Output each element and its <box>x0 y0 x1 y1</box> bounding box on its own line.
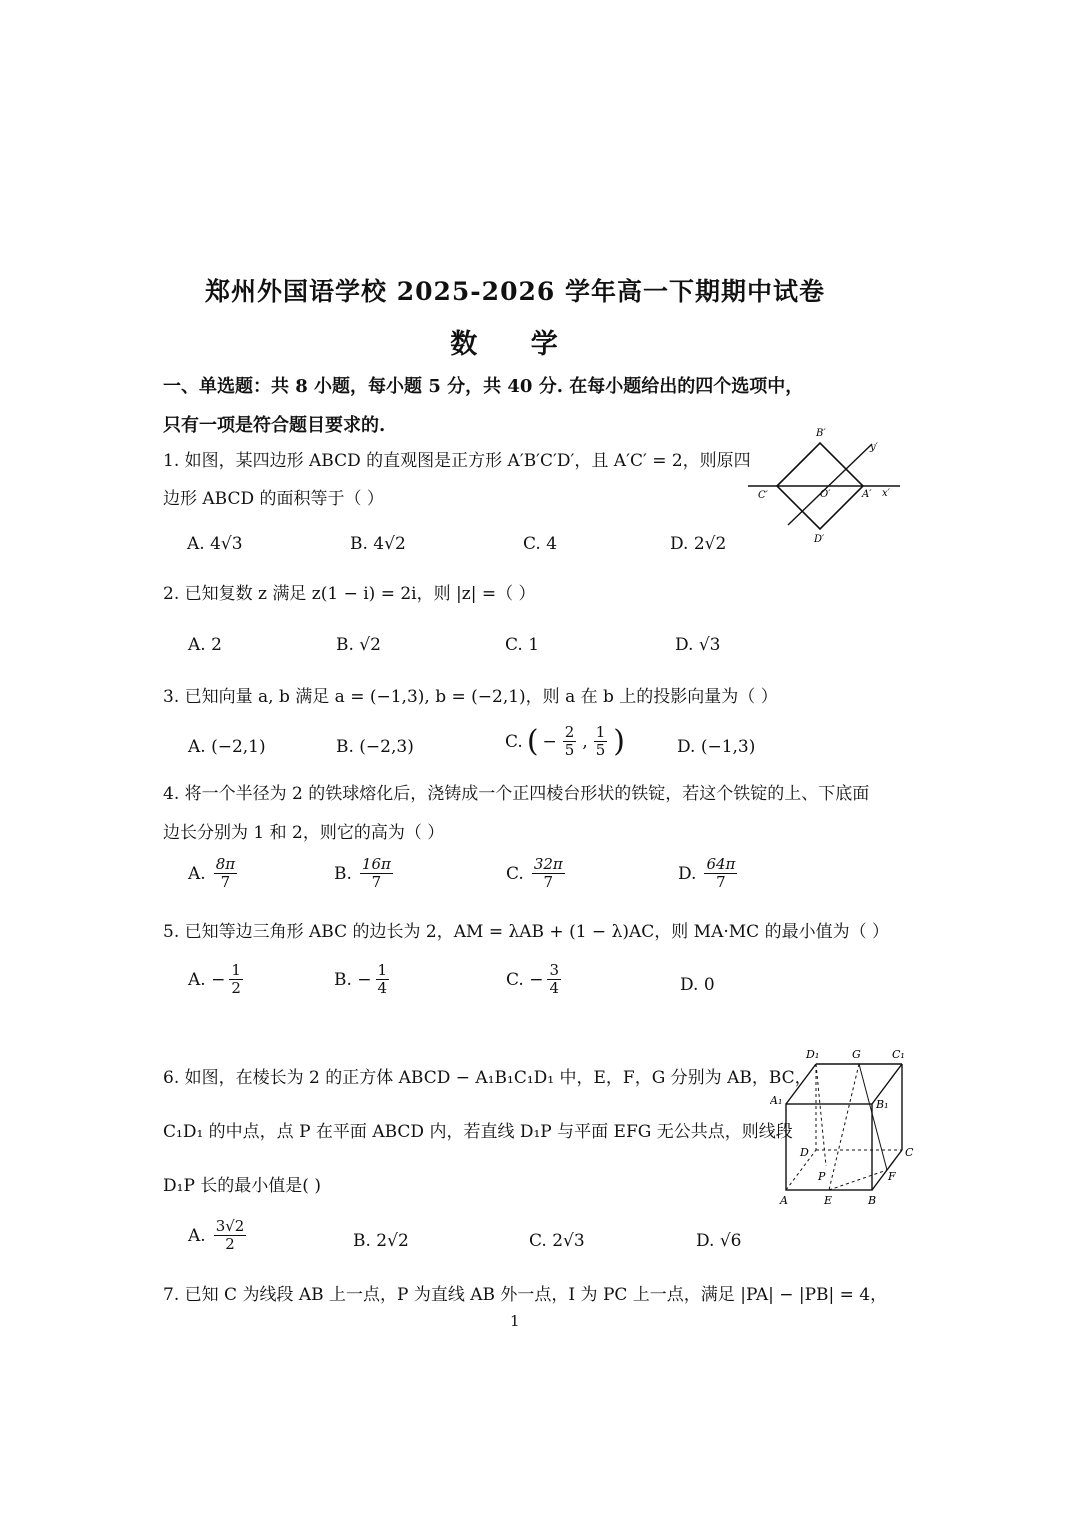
q5-option-c-letter: C. − <box>506 969 544 990</box>
q4-option-c-letter: C. <box>506 863 524 884</box>
fraction <box>214 1218 247 1253</box>
label-a-prime: A′ <box>862 489 872 500</box>
label-d1: D₁ <box>806 1048 820 1061</box>
comma: , <box>582 731 588 752</box>
denominator: 2 <box>225 1235 235 1253</box>
denominator: 5 <box>564 741 575 759</box>
numerator: 1 <box>231 961 241 979</box>
denominator: 7 <box>371 873 382 891</box>
label-x-prime: x′ <box>882 488 890 499</box>
q3-option-d: D. (−1,3) <box>677 737 756 757</box>
fraction <box>376 962 390 997</box>
numerator: 16π <box>361 855 391 873</box>
q1-figure-oblique-square <box>740 420 910 550</box>
section-heading-cont: 只有一项是符合题目要求的. <box>163 415 386 436</box>
label-p: P <box>818 1170 826 1183</box>
line-g-f <box>859 1064 887 1170</box>
q3-option-c <box>505 724 625 759</box>
q1-option-d: D. 2√2 <box>670 534 727 554</box>
question-7-line1: 7. 已知 C 为线段 AB 上一点，P 为直线 AB 外一点，I 为 PC 上一点，满足 |PA| − |PB| = 4， <box>163 1285 888 1305</box>
q6-option-b: B. 2√2 <box>353 1231 409 1251</box>
question-4-line2: 边长分别为 1 和 2，则它的高为（ ） <box>163 823 445 843</box>
fraction <box>704 856 737 891</box>
label-y-prime: y′ <box>870 442 878 453</box>
label-a: A <box>780 1194 788 1207</box>
q5-option-b-letter: B. − <box>334 969 372 990</box>
page-number: 1 <box>510 1312 520 1330</box>
label-c1: C₁ <box>892 1048 905 1061</box>
left-paren: ( <box>526 724 539 759</box>
q5-option-a-letter: A. − <box>188 969 226 990</box>
label-g: G <box>852 1048 861 1061</box>
q6-option-c: C. 2√3 <box>529 1231 585 1251</box>
q5-option-b <box>334 962 391 997</box>
label-b-prime: B′ <box>816 428 826 439</box>
label-d: D <box>800 1146 809 1159</box>
question-2: 2. 已知复数 z 满足 z(1 − i) = 2i，则 |z| =（ ） <box>163 584 536 604</box>
label-e: E <box>824 1194 833 1207</box>
denominator: 7 <box>543 873 554 891</box>
q3-option-c-letter: C. <box>505 731 523 752</box>
question-5: 5. 已知等边三角形 ABC 的边长为 2，AM = λAB + (1 − λ)AC，则 MA·MC 的最小值为（ ） <box>163 922 889 942</box>
minus-sign: − <box>542 731 557 752</box>
q5-option-c <box>506 962 563 997</box>
fraction <box>214 856 237 891</box>
fraction <box>547 962 561 997</box>
exam-title: 郑州外国语学校 2025-2026 学年高一下期期中试卷 <box>205 277 825 306</box>
fraction <box>360 856 393 891</box>
q4-option-a <box>188 856 239 891</box>
q3-option-a: A. (−2,1) <box>188 737 266 757</box>
fraction <box>229 962 243 997</box>
fraction <box>532 856 565 891</box>
q4-option-c <box>506 856 567 891</box>
line-e-f <box>829 1170 887 1190</box>
numerator: 1 <box>377 961 388 979</box>
label-f: F <box>888 1170 896 1183</box>
question-6-line1: 6. 如图，在棱长为 2 的正方体 ABCD − A₁B₁C₁D₁ 中，E，F，G 分别为 AB，BC， <box>163 1068 812 1088</box>
numerator: 3√2 <box>215 1217 245 1235</box>
label-b: B <box>868 1194 877 1207</box>
q5-option-a <box>188 962 245 997</box>
fraction <box>594 724 608 759</box>
label-c-prime: C′ <box>758 490 768 501</box>
numerator: 1 <box>595 723 606 741</box>
question-1-line2: 边形 ABCD 的面积等于（ ） <box>163 489 384 509</box>
q6-figure-cube <box>770 1044 920 1214</box>
fraction <box>563 724 577 759</box>
numerator: 32π <box>533 855 563 873</box>
section-heading: 一、单选题：共 8 小题，每小题 5 分，共 40 分. 在每小题给出的四个选项中， <box>163 376 804 397</box>
q6-option-a <box>188 1218 248 1253</box>
cube-front-face <box>786 1104 872 1190</box>
question-1-line1: 1. 如图，某四边形 ABCD 的直观图是正方形 A′B′C′D′，且 A′C′ = 2，则原四 <box>163 451 751 471</box>
y-axis-line <box>788 444 872 525</box>
line-g-e <box>829 1064 859 1190</box>
q6-option-a-letter: A. <box>188 1225 206 1246</box>
q3-option-b: B. (−2,3) <box>336 737 414 757</box>
cube-edge <box>786 1064 816 1104</box>
q2-option-d: D. √3 <box>675 635 721 655</box>
numerator: 2 <box>564 723 575 741</box>
label-a1: A₁ <box>770 1094 783 1107</box>
question-6-line2: C₁D₁ 的中点，点 P 在平面 ABCD 内，若直线 D₁P 与平面 EFG 无公共点，则线段 <box>163 1122 793 1142</box>
q4-option-b-letter: B. <box>334 863 352 884</box>
q4-option-a-letter: A. <box>188 863 206 884</box>
label-b1: B₁ <box>876 1098 889 1111</box>
q6-option-d: D. √6 <box>696 1231 742 1251</box>
label-c: C <box>905 1146 914 1159</box>
question-6-line3: D₁P 长的最小值是( ) <box>163 1176 321 1196</box>
q4-option-d <box>678 856 739 891</box>
label-o-prime: O′ <box>820 489 831 500</box>
question-4-line1: 4. 将一个半径为 2 的铁球熔化后，浇铸成一个正四棱台形状的铁锭，若这个铁锭的上、下底面 <box>163 784 870 804</box>
denominator: 4 <box>549 979 559 997</box>
right-paren: ) <box>613 724 625 759</box>
q4-option-b <box>334 856 395 891</box>
q1-option-a: A. 4√3 <box>187 534 243 554</box>
numerator: 3 <box>549 961 559 979</box>
numerator: 8π <box>215 855 236 873</box>
question-3: 3. 已知向量 a, b 满足 a = (−1,3), b = (−2,1)，则 a 在 b 上的投影向量为（ ） <box>163 687 778 707</box>
denominator: 5 <box>595 741 606 759</box>
subject-title: 数 学 <box>450 329 580 360</box>
q2-option-c: C. 1 <box>505 635 540 655</box>
q2-option-a: A. 2 <box>188 635 222 655</box>
denominator: 4 <box>377 979 388 997</box>
q1-option-b: B. 4√2 <box>350 534 406 554</box>
denominator: 2 <box>231 979 241 997</box>
numerator: 64π <box>706 855 736 873</box>
q4-option-d-letter: D. <box>678 863 697 884</box>
label-d-prime: D′ <box>814 534 825 545</box>
q1-option-c: C. 4 <box>523 534 558 554</box>
denominator: 7 <box>716 873 726 891</box>
q2-option-b: B. √2 <box>336 635 381 655</box>
denominator: 7 <box>220 873 231 891</box>
line-d1-p <box>816 1064 826 1166</box>
q5-option-d: D. 0 <box>680 975 715 995</box>
